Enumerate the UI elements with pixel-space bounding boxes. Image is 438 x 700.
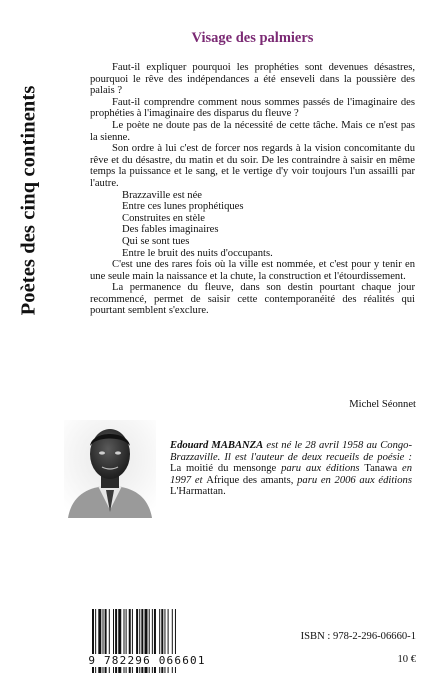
- price: 10 €: [397, 654, 416, 665]
- paragraph: La permanence du fleuve, dans son destin pourtant chaque jour recommencé, permet de saisir cette contemporanéité des réalités qui pourtant semblent s'exclure.: [90, 282, 415, 317]
- isbn: ISBN : 978-2-296-06660-1: [300, 631, 416, 642]
- bio-text: en 1997 et: [170, 463, 412, 486]
- book-title-1: La moitié du mensonge: [170, 463, 277, 475]
- poem-line: Qui se sont tues: [122, 235, 190, 247]
- bio-text: est né le 28 avril 1958 au Congo-Brazzaville. Il est l'auteur de deux recueils de poésie :: [170, 440, 412, 463]
- poem-line: Construites en stèle: [122, 212, 205, 224]
- bio-text: paru aux éditions: [276, 463, 365, 475]
- paragraph: Faut-il comprendre comment nous sommes passés de l'imaginaire des prophéties à l'imaginaire des disparus du fleuve ?: [90, 96, 415, 120]
- series-title: [14, 50, 44, 350]
- poem-excerpt: [90, 190, 415, 260]
- back-cover-text: [90, 62, 415, 317]
- bio-text: paru en 2006 aux éditions: [293, 474, 412, 486]
- poem-line: Des fables imaginaires: [122, 224, 219, 236]
- paragraph: Son ordre à lui c'est de forcer nos regards à la vision concomitante du rêve et du désastre, du matin et du soir. De les contraindre à saisir en même temps la puissance et le sang, et le vertige d'y voir toujours l'un assailli par l'autre.: [90, 143, 415, 189]
- series-title-text: Poètes des cinq continents: [17, 85, 40, 315]
- author-photo: [64, 420, 156, 518]
- author-name: Edouard MABANZA: [170, 440, 264, 451]
- publisher-2: L'Harmattan.: [170, 486, 226, 498]
- poem-line: Brazzaville est née: [122, 189, 202, 201]
- poem-line: Entre le bruit des nuits d'occupants.: [122, 247, 273, 259]
- book-title: Visage des palmiers: [191, 30, 314, 46]
- author-bio: [170, 440, 412, 498]
- paragraph: Le poète ne doute pas de la nécessité de cette tâche. Mais ce n'est pas la sienne.: [90, 119, 415, 143]
- paragraph: Faut-il expliquer pourquoi les prophéties sont devenues désastres, pourquoi le rêve des indépendances a été enseveli dans la poussière des palais ?: [90, 62, 415, 97]
- poem-line: Entre ces lunes prophétiques: [122, 201, 244, 213]
- barcode-number: 9 782296 066601: [80, 654, 214, 667]
- book-title-2: Afrique des amants,: [206, 474, 294, 486]
- paragraph: C'est une des rares fois où la ville est nommée, et c'est pour y tenir en une seule main la naissance et la chute, la construction et l'étourdissement.: [90, 259, 415, 282]
- publisher-1: Tanawa: [364, 463, 398, 475]
- signature: Michel Séonnet: [349, 399, 416, 410]
